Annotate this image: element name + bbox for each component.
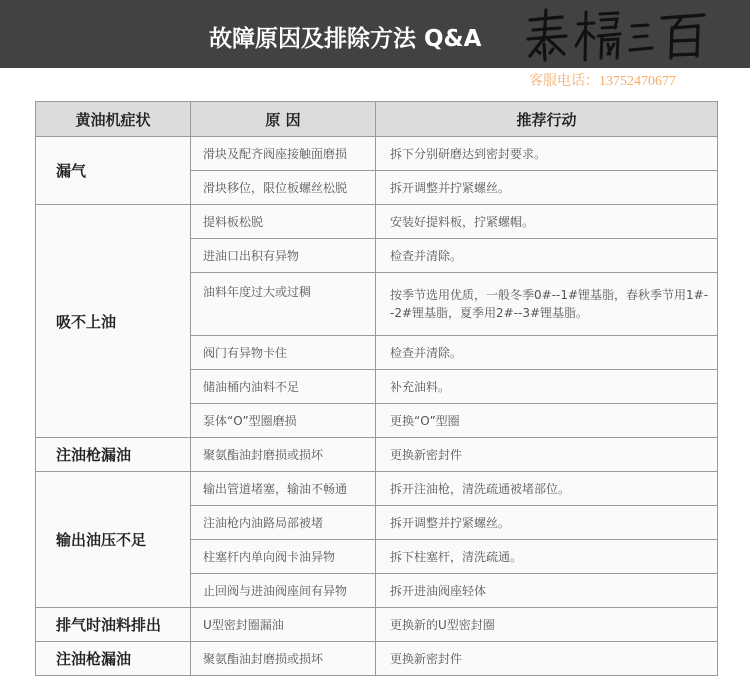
cause-cell: 储油桶内油料不足 [191, 370, 376, 404]
table-row [36, 438, 718, 472]
action-cell: 拆开注油枪，清洗疏通被堵部位。 [376, 472, 718, 506]
symptom-cell: 输出油压不足 [36, 472, 191, 608]
cause-cell: 进油口出积有异物 [191, 239, 376, 273]
table-row [36, 608, 718, 642]
table-row [36, 137, 718, 171]
action-cell: 拆下分别研磨达到密封要求。 [376, 137, 718, 171]
action-cell: 检查并清除。 [376, 239, 718, 273]
column-header-action: 推荐行动 [376, 102, 718, 137]
action-cell: 检查并清除。 [376, 336, 718, 370]
table-row [36, 205, 718, 239]
cause-cell: 提料板松脱 [191, 205, 376, 239]
action-cell: 更换“O”型圈 [376, 404, 718, 438]
symptom-cell: 排气时油料排出 [36, 608, 191, 642]
cause-cell: 柱塞杆内单向阀卡油异物 [191, 540, 376, 574]
cause-cell: 聚氨酯油封磨损或损坏 [191, 438, 376, 472]
table-row [36, 472, 718, 506]
cause-cell: 滑块及配齐阀座接触面磨损 [191, 137, 376, 171]
cause-cell: 油料年度过大或过稠 [191, 273, 376, 336]
cause-cell: 滑块移位，限位板螺丝松脱 [191, 171, 376, 205]
cause-cell: 泵体“O”型圈磨损 [191, 404, 376, 438]
action-cell: 拆开进油阀座轻体 [376, 574, 718, 608]
column-header-cause: 原 因 [191, 102, 376, 137]
action-cell: 安装好提料板，拧紧螺帽。 [376, 205, 718, 239]
troubleshooting-table [35, 101, 718, 676]
cause-cell: U型密封圈漏油 [191, 608, 376, 642]
action-cell: 更换新的U型密封圈 [376, 608, 718, 642]
action-cell: 拆开调整并拧紧螺丝。 [376, 506, 718, 540]
table-row [36, 642, 718, 676]
column-header-symptom: 黄油机症状 [36, 102, 191, 137]
symptom-cell: 吸不上油 [36, 205, 191, 438]
cause-cell: 止回阀与进油阀座间有异物 [191, 574, 376, 608]
brand-calligraphy-logo [522, 4, 712, 64]
action-cell: 更换新密封件 [376, 642, 718, 676]
action-cell: 更换新密封件 [376, 438, 718, 472]
cause-cell: 阀门有异物卡住 [191, 336, 376, 370]
cause-cell: 聚氨酯油封磨损或损坏 [191, 642, 376, 676]
action-cell: 按季节选用优质，一般冬季0#--1#锂基脂，春秋季节用1#--2#锂基脂，夏季用2#--3#锂基脂。 [376, 273, 718, 336]
symptom-cell: 漏气 [36, 137, 191, 205]
cause-cell: 注油枪内油路局部被堵 [191, 506, 376, 540]
page-title: 故障原因及排除方法 Q&A [209, 26, 482, 52]
cause-cell: 输出管道堵塞，输油不畅通 [191, 472, 376, 506]
brand-logo [522, 4, 712, 64]
customer-service-phone: 客服电话：13752470677 [529, 74, 676, 89]
action-cell: 拆下柱塞杆，清洗疏通。 [376, 540, 718, 574]
table-header-row [36, 102, 718, 137]
symptom-cell: 注油枪漏油 [36, 642, 191, 676]
action-cell: 补充油料。 [376, 370, 718, 404]
action-cell: 拆开调整并拧紧螺丝。 [376, 171, 718, 205]
symptom-cell: 注油枪漏油 [36, 438, 191, 472]
